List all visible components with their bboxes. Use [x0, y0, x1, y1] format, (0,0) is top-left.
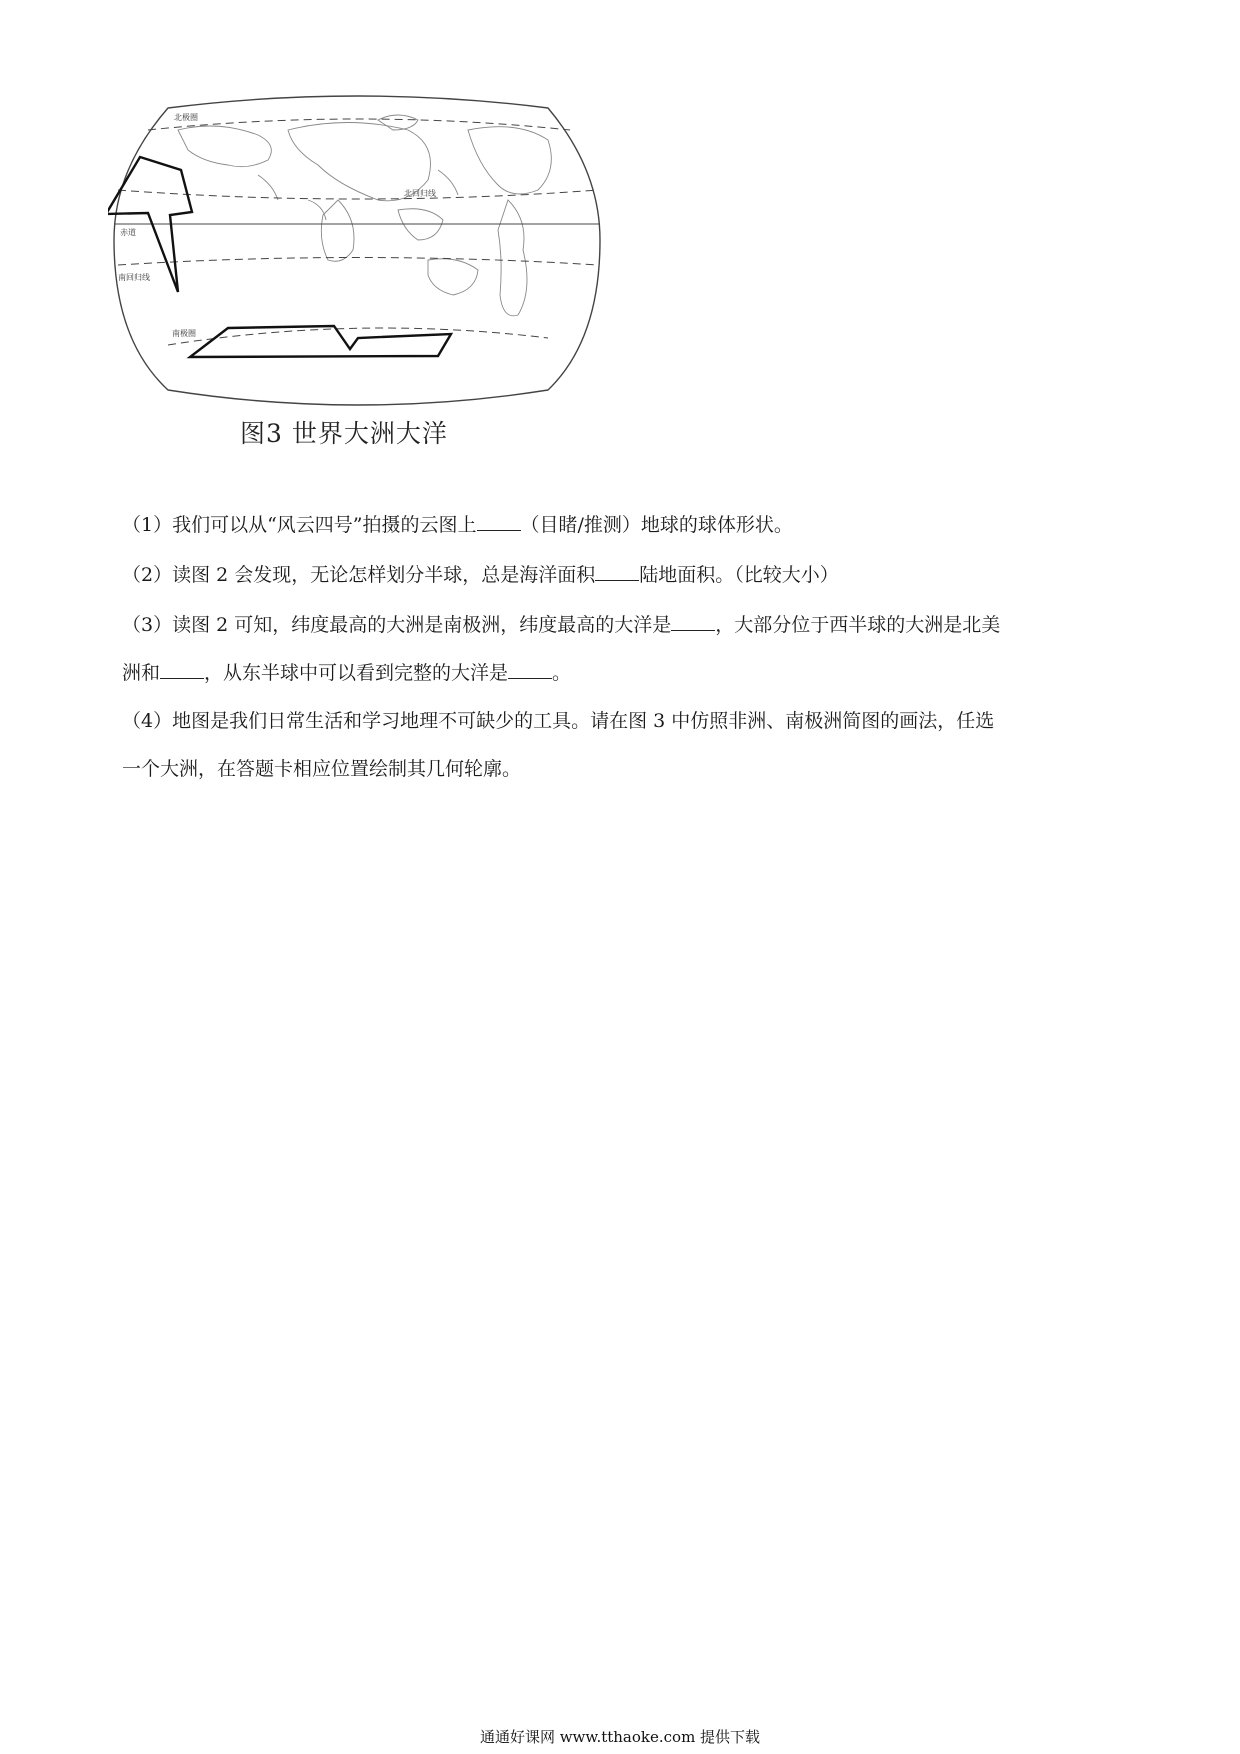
- page-footer: 通通好课网 www.tthaoke.com 提供下载: [479, 1728, 761, 1746]
- question-3-line-1: [122, 612, 1122, 660]
- question-2-text-after: 陆地面积。（比较大小）: [639, 564, 839, 586]
- question-2-text-before: （2）读图 2 会发现，无论怎样划分半球，总是海洋面积: [122, 564, 596, 586]
- question-2-blank[interactable]: [595, 562, 639, 581]
- figure-caption: 图3 世界大洲大洋: [240, 419, 448, 448]
- question-3-text-2: ，大部分位于西半球的大洲是北美: [715, 614, 1001, 636]
- question-3-text-3: 洲和: [122, 662, 161, 684]
- world-map-svg: [108, 90, 608, 420]
- label-equator: 赤道: [120, 228, 136, 237]
- question-3-text-4: ，从东半球中可以看到完整的大洋是: [204, 662, 509, 684]
- map-border: [114, 96, 600, 405]
- question-3: [122, 612, 1122, 708]
- question-2: [122, 562, 839, 587]
- question-4-line-1: （4）地图是我们日常生活和学习地理不可缺少的工具。请在图 3 中仿照非洲、南极洲简图的画法，任选: [122, 710, 995, 732]
- question-3-blank-1[interactable]: [671, 612, 715, 631]
- question-1: [122, 512, 793, 537]
- world-map-figure: [108, 90, 608, 420]
- label-tropic-of-capricorn: 南回归线: [118, 273, 150, 282]
- question-1-text-before: （1）我们可以从“风云四号”拍摄的云图上: [122, 514, 477, 536]
- question-1-text-after: （目睹/推测）地球的球体形状。: [520, 514, 793, 536]
- label-antarctic-circle: 南极圈: [172, 329, 196, 338]
- question-3-text-5: 。: [552, 662, 572, 684]
- question-1-blank[interactable]: [477, 512, 521, 531]
- question-3-text-1: （3）读图 2 可知，纬度最高的大洲是南极洲，纬度最高的大洋是: [122, 614, 672, 636]
- question-4-line-2: 一个大洲，在答题卡相应位置绘制其几何轮廓。: [122, 758, 522, 780]
- label-arctic-circle: 北极圈: [174, 113, 198, 122]
- question-3-blank-3[interactable]: [508, 660, 552, 679]
- label-tropic-of-cancer: 北回归线: [404, 189, 436, 198]
- question-4: [122, 710, 1122, 806]
- question-3-line-2: [122, 660, 1122, 708]
- question-3-blank-2[interactable]: [160, 660, 204, 679]
